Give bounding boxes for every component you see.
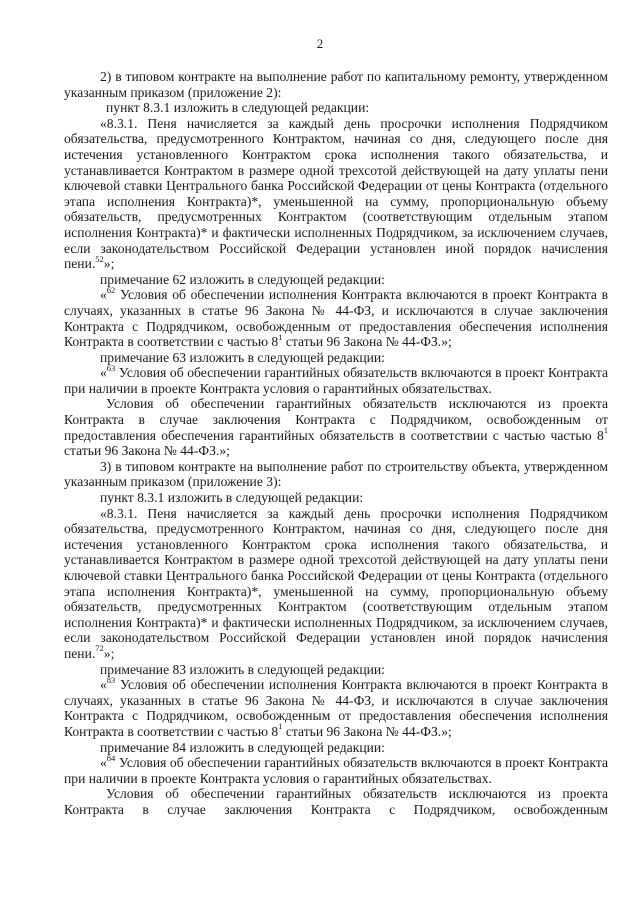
superscript: 1 bbox=[278, 721, 283, 732]
document-body bbox=[64, 69, 608, 818]
superscript: 1 bbox=[603, 425, 608, 436]
footnote-ref: 52 bbox=[95, 253, 104, 264]
paragraph-clause-8-3-1-text: «8.3.1. Пеня начисляется за каждый день просрочки исполнения Подрядчиком обязательства, предусмотренного Контрактом, начиная со дня, следующего после дня истечения установленного Контрактом срока исполнения такого обязательства, и устанавливается Контрактом в размере одной трехсотой действующей на дату уплаты пени ключевой ставки Центрального банка Российской Федерации от цены Контракта (отдельного этапа исполнения Контракта)*, уменьшенной на сумму, пропорциональную объему обязательств, предусмотренных Контрактом (соответствующим отдельным этапом исполнения Контракта)* и фактически исполненных Подрядчиком, за исключением случаев, если законодательством Российской Федерации установлен иной порядок начисления пени.$^{52}$»; bbox=[64, 115, 608, 272]
superscript: 1 bbox=[278, 331, 283, 342]
paragraph-note-84-continued: Условия об обеспечении гарантийных обязательств исключаются из проекта Контракта в случае заключения Контракта с Подрядчиком, освобожденным bbox=[64, 786, 608, 817]
footnote-ref: 72 bbox=[95, 643, 104, 654]
paragraph-clause-8-3-1-heading: пункт 8.3.1 изложить в следующей редакции: bbox=[106, 100, 370, 116]
paragraph-note-63-text: «$^{63}$ Условия об обеспечении гарантийных обязательств включаются в проект Контракта при наличии в проекте Контракта условия о гарантийных обязательствах. bbox=[64, 362, 608, 396]
footnote-ref: 63 bbox=[106, 362, 116, 373]
paragraph-clause-8-3-1-text-2: «8.3.1. Пеня начисляется за каждый день просрочки исполнения Подрядчиком обязательства, предусмотренного Контрактом, начиная со дня, следующего после дня истечения установленного Контрактом срока исполнения такого обязательства, и устанавливается Контрактом в размере одной трехсотой действующей на дату уплаты пени ключевой ставки Центрального банка Российской Федерации от цены Контракта (отдельного этапа исполнения Контракта)*, уменьшенной на сумму, пропорциональную объему обязательств, предусмотренных Контрактом (соответствующим отдельным этапом исполнения Контракта)* и фактически исполненных Подрядчиком, за исключением случаев, если законодательством Российской Федерации установлен иной порядок начисления пени.$^{72}$»; bbox=[64, 505, 608, 661]
footnote-ref: 62 bbox=[106, 284, 116, 295]
paragraph-note-63-heading: примечание 63 изложить в следующей редакции: bbox=[100, 349, 385, 365]
paragraph-note-84-heading: примечание 84 изложить в следующей редакции: bbox=[100, 739, 385, 755]
paragraph-item-2: 2) в типовом контракте на выполнение работ по капитальному ремонту, утвержденном указанным приказом (приложение 2): bbox=[64, 69, 608, 100]
paragraph-note-84-text: «$^{84}$ Условия об обеспечении гарантийных обязательств включаются в проект Контракта при наличии в проекте Контракта условия о гарантийных обязательствах. bbox=[64, 752, 608, 786]
paragraph-note-83-text: «$^{83}$ Условия об обеспечении исполнения Контракта включаются в проект Контракта в случаях, указанных в статье 96 Закона № 44-ФЗ, и исключаются в случае заключения Контракта с Подрядчиком, освобожденным от предоставления обеспечения исполнения Контракта в соответствии с частью $8^1$ статьи 96 Закона № 44-ФЗ.»; bbox=[64, 674, 608, 739]
page-number: 2 bbox=[316, 36, 324, 51]
paragraph-clause-8-3-1-heading-2: пункт 8.3.1 изложить в следующей редакции: bbox=[100, 490, 364, 506]
paragraph-item-3: 3) в типовом контракте на выполнение работ по строительству объекта, утвержденном указанным приказом (приложение 3): bbox=[64, 458, 608, 490]
paragraph-note-63-continued: Условия об обеспечении гарантийных обязательств исключаются из проекта Контракта в случае заключения Контракта с Подрядчиком, освобожденным от предоставления обеспечения гарантийных обязательств в соответствии с частью частью $8^1$ статьи 96 Закона № 44-ФЗ.»; bbox=[64, 396, 608, 459]
paragraph-note-62-heading: примечание 62 изложить в следующей редакции: bbox=[100, 271, 385, 287]
paragraph-note-83-heading: примечание 83 изложить в следующей редакции: bbox=[100, 661, 385, 677]
paragraph-note-62-text: «$^{62}$ Условия об обеспечении исполнения Контракта включаются в проект Контракта в случаях, указанных в статье 96 Закона № 44-ФЗ, и исключаются в случае заключения Контракта с Подрядчиком, освобожденным от предоставления обеспечения исполнения Контракта в соответствии с частью $8^1$ статьи 96 Закона № 44-ФЗ.»; bbox=[64, 284, 608, 350]
footnote-ref: 84 bbox=[106, 752, 116, 763]
footnote-ref: 83 bbox=[106, 674, 116, 685]
